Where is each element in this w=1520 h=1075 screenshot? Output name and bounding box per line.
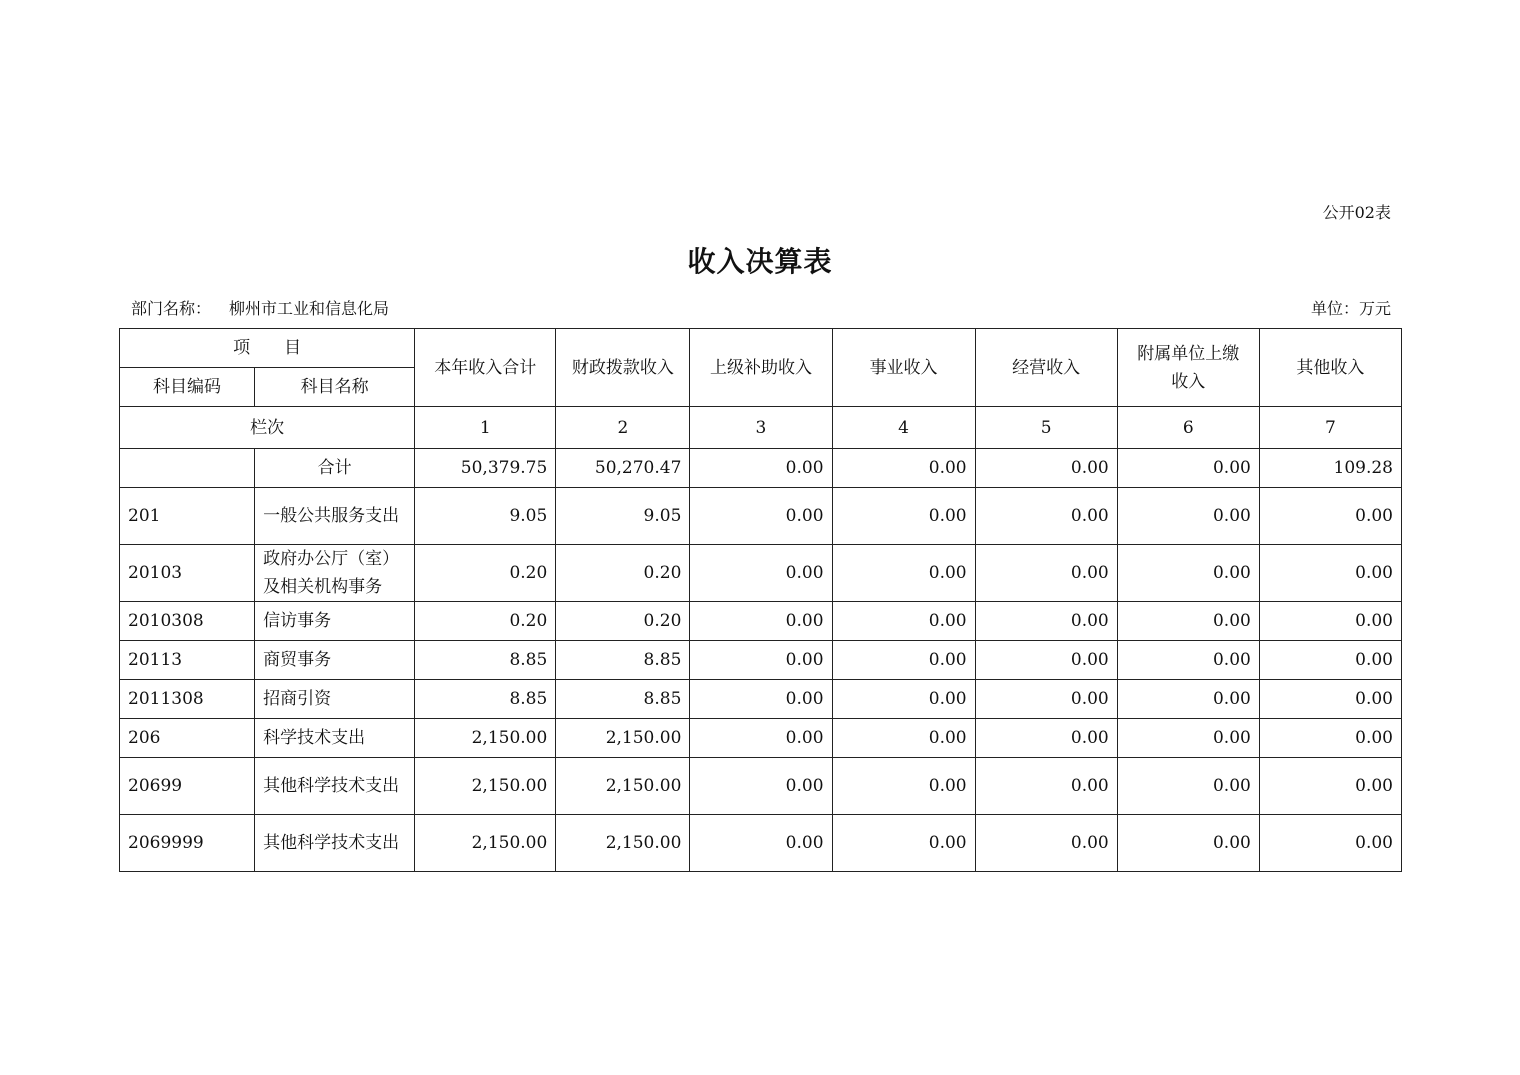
subject-name: 其他科学技术支出 — [255, 758, 415, 815]
total-label: 合计 — [255, 449, 415, 488]
table-row — [120, 680, 1402, 719]
total-code-cell — [120, 449, 255, 488]
amount-cell: 0.20 — [556, 545, 690, 602]
column-index: 7 — [1259, 407, 1401, 449]
subject-name: 商贸事务 — [255, 641, 415, 680]
amount-cell: 0.00 — [832, 602, 975, 641]
subject-code: 20103 — [120, 545, 255, 602]
column-header: 经营收入 — [975, 329, 1117, 407]
table-row — [120, 545, 1402, 602]
amount-cell: 0.00 — [975, 680, 1117, 719]
amount-cell: 8.85 — [415, 680, 556, 719]
amount-cell: 8.85 — [556, 680, 690, 719]
amount-cell: 0.00 — [690, 488, 832, 545]
total-value: 0.00 — [1117, 449, 1259, 488]
amount-cell: 0.00 — [690, 641, 832, 680]
amount-cell: 0.00 — [975, 758, 1117, 815]
amount-cell: 0.00 — [690, 545, 832, 602]
unit-label: 单位：万元 — [1310, 299, 1391, 318]
amount-cell: 0.00 — [690, 602, 832, 641]
total-value: 109.28 — [1259, 449, 1401, 488]
subject-name: 其他科学技术支出 — [255, 815, 415, 872]
amount-cell: 0.00 — [1259, 680, 1401, 719]
table-row — [120, 488, 1402, 545]
amount-cell: 0.20 — [415, 545, 556, 602]
amount-cell: 0.20 — [556, 602, 690, 641]
department-line — [131, 296, 389, 319]
subject-code: 20699 — [120, 758, 255, 815]
total-value: 0.00 — [832, 449, 975, 488]
amount-cell: 0.00 — [1117, 545, 1259, 602]
column-header: 上级补助收入 — [690, 329, 832, 407]
column-index-label: 栏次 — [120, 407, 415, 449]
amount-cell: 0.00 — [832, 488, 975, 545]
amount-cell: 0.00 — [1259, 641, 1401, 680]
form-number: 公开02表 — [1322, 203, 1391, 222]
income-table — [119, 328, 1402, 872]
amount-cell: 0.00 — [975, 488, 1117, 545]
subject-name: 招商引资 — [255, 680, 415, 719]
amount-cell: 0.00 — [975, 641, 1117, 680]
code-header: 科目编码 — [120, 368, 255, 407]
subject-name: 科学技术支出 — [255, 719, 415, 758]
amount-cell: 8.85 — [556, 641, 690, 680]
amount-cell: 0.00 — [832, 815, 975, 872]
column-index: 2 — [556, 407, 690, 449]
amount-cell: 9.05 — [556, 488, 690, 545]
total-value: 50,379.75 — [415, 449, 556, 488]
amount-cell: 2,150.00 — [415, 815, 556, 872]
amount-cell: 0.00 — [832, 758, 975, 815]
subject-code: 201 — [120, 488, 255, 545]
subject-code: 206 — [120, 719, 255, 758]
amount-cell: 2,150.00 — [556, 758, 690, 815]
amount-cell: 0.00 — [975, 602, 1117, 641]
amount-cell: 0.00 — [1259, 758, 1401, 815]
amount-cell: 9.05 — [415, 488, 556, 545]
amount-cell: 0.00 — [1117, 758, 1259, 815]
amount-cell: 0.00 — [1117, 680, 1259, 719]
page-title: 收入决算表 — [687, 245, 833, 278]
column-index: 1 — [415, 407, 556, 449]
amount-cell: 0.00 — [832, 641, 975, 680]
amount-cell: 0.00 — [832, 545, 975, 602]
amount-cell: 2,150.00 — [415, 719, 556, 758]
subject-name: 一般公共服务支出 — [255, 488, 415, 545]
amount-cell: 0.00 — [975, 545, 1117, 602]
column-index: 3 — [690, 407, 832, 449]
amount-cell: 0.00 — [1259, 545, 1401, 602]
table-row — [120, 641, 1402, 680]
subject-code: 20113 — [120, 641, 255, 680]
amount-cell: 0.00 — [832, 719, 975, 758]
total-value: 50,270.47 — [556, 449, 690, 488]
table-row — [120, 602, 1402, 641]
amount-cell: 0.20 — [415, 602, 556, 641]
column-header: 事业收入 — [832, 329, 975, 407]
total-value: 0.00 — [975, 449, 1117, 488]
subject-code: 2010308 — [120, 602, 255, 641]
department-value: 柳州市工业和信息化局 — [229, 299, 390, 318]
column-header: 本年收入合计 — [415, 329, 556, 407]
amount-cell: 0.00 — [1117, 815, 1259, 872]
amount-cell: 0.00 — [1259, 488, 1401, 545]
column-header: 其他收入 — [1259, 329, 1401, 407]
table-row — [120, 815, 1402, 872]
amount-cell: 0.00 — [1259, 815, 1401, 872]
name-header: 科目名称 — [255, 368, 415, 407]
total-value: 0.00 — [690, 449, 832, 488]
column-index: 6 — [1117, 407, 1259, 449]
column-index: 4 — [832, 407, 975, 449]
amount-cell: 0.00 — [1259, 719, 1401, 758]
total-row — [120, 449, 1402, 488]
column-index: 5 — [975, 407, 1117, 449]
amount-cell: 0.00 — [690, 719, 832, 758]
subject-name: 政府办公厅（室）及相关机构事务 — [255, 545, 415, 602]
table-row — [120, 758, 1402, 815]
table-row — [120, 719, 1402, 758]
amount-cell: 0.00 — [1259, 602, 1401, 641]
amount-cell: 0.00 — [690, 815, 832, 872]
amount-cell: 0.00 — [975, 815, 1117, 872]
department-label: 部门名称： — [131, 299, 212, 318]
column-header: 附属单位上缴收入 — [1117, 329, 1259, 407]
amount-cell: 0.00 — [690, 758, 832, 815]
column-header: 财政拨款收入 — [556, 329, 690, 407]
subject-code: 2011308 — [120, 680, 255, 719]
amount-cell: 2,150.00 — [556, 815, 690, 872]
subject-name: 信访事务 — [255, 602, 415, 641]
amount-cell: 0.00 — [1117, 488, 1259, 545]
amount-cell: 0.00 — [1117, 641, 1259, 680]
amount-cell: 0.00 — [975, 719, 1117, 758]
item-header: 项 目 — [120, 329, 415, 368]
amount-cell: 8.85 — [415, 641, 556, 680]
amount-cell: 2,150.00 — [556, 719, 690, 758]
amount-cell: 0.00 — [1117, 719, 1259, 758]
amount-cell: 0.00 — [690, 680, 832, 719]
subject-code: 2069999 — [120, 815, 255, 872]
amount-cell: 2,150.00 — [415, 758, 556, 815]
amount-cell: 0.00 — [832, 680, 975, 719]
amount-cell: 0.00 — [1117, 602, 1259, 641]
